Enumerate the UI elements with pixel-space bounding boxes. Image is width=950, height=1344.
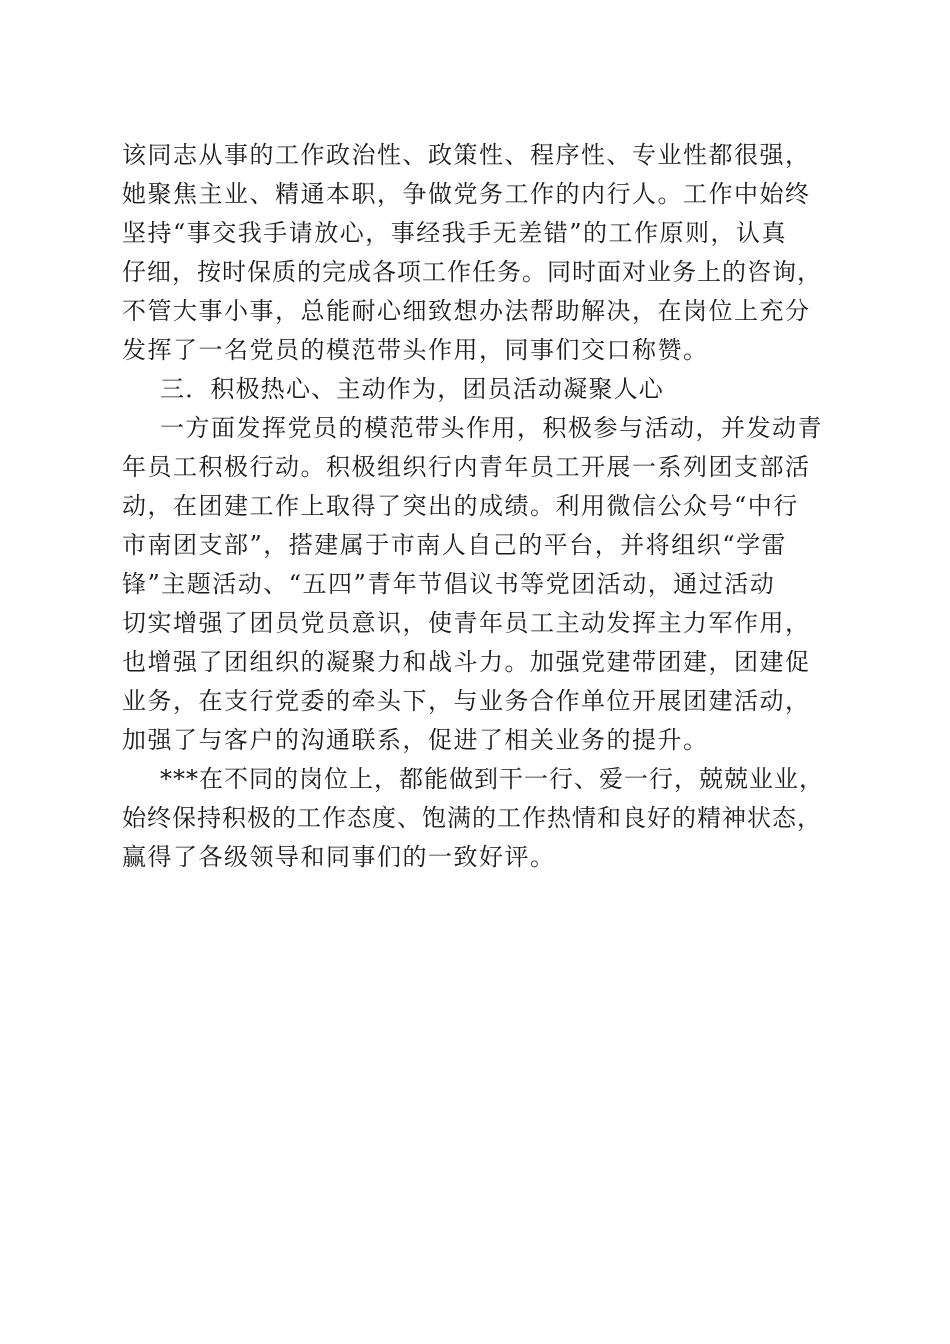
text-line: 始终保持积极的工作态度、饱满的工作热情和良好的精神状态， — [122, 804, 822, 832]
text-line: 市南团支部”，搭建属于市南人自己的平台，并将组织“学雷 — [122, 531, 788, 559]
text-line: 该同志从事的工作政治性、政策性、程序性、专业性都很强， — [122, 141, 811, 169]
text-line: 动，在团建工作上取得了突出的成绩。利用微信公众号“中行 — [122, 492, 799, 520]
text-line: 年员工积极行动。积极组织行内青年员工开展一系列团支部活 — [122, 453, 811, 481]
text-line: 锋”主题活动、“五四”青年节倡议书等党团活动，通过活动 — [122, 570, 776, 598]
section-heading: 三．积极热心、主动作为，团员活动凝聚人心 — [160, 375, 664, 403]
text-line: 仔细，按时保质的完成各项工作任务。同时面对业务上的咨询， — [122, 258, 822, 286]
document-body — [122, 136, 828, 877]
paragraph-work-attitude — [122, 136, 828, 370]
paragraph-summary — [122, 760, 828, 877]
text-line: 坚持“事交我手请放心，事经我手无差错”的工作原则，认真 — [122, 219, 788, 247]
text-line: 业务，在支行党委的牵头下，与业务合作单位开展团建活动， — [122, 687, 811, 715]
text-line: 加强了与客户的沟通联系，促进了相关业务的提升。 — [122, 726, 709, 754]
text-line: 也增强了团组织的凝聚力和战斗力。加强党建带团建，团建促 — [122, 648, 811, 676]
text-line: 一方面发挥党员的模范带头作用，积极参与活动，并发动青 — [160, 414, 823, 442]
text-line: 赢得了各级领导和同事们的一致好评。 — [122, 843, 556, 871]
text-line: ***在不同的岗位上，都能做到干一行、爱一行，兢兢业业， — [160, 765, 824, 793]
paragraph-league-activities — [122, 409, 828, 760]
text-line: 不管大事小事，总能耐心细致想办法帮助解决，在岗位上充分 — [122, 297, 811, 325]
text-line: 发挥了一名党员的模范带头作用，同事们交口称赞。 — [122, 336, 709, 364]
text-line: 她聚焦主业、精通本职，争做党务工作的内行人。工作中始终 — [122, 180, 811, 208]
text-line: 切实增强了团员党员意识，使青年员工主动发挥主力军作用， — [122, 609, 811, 637]
